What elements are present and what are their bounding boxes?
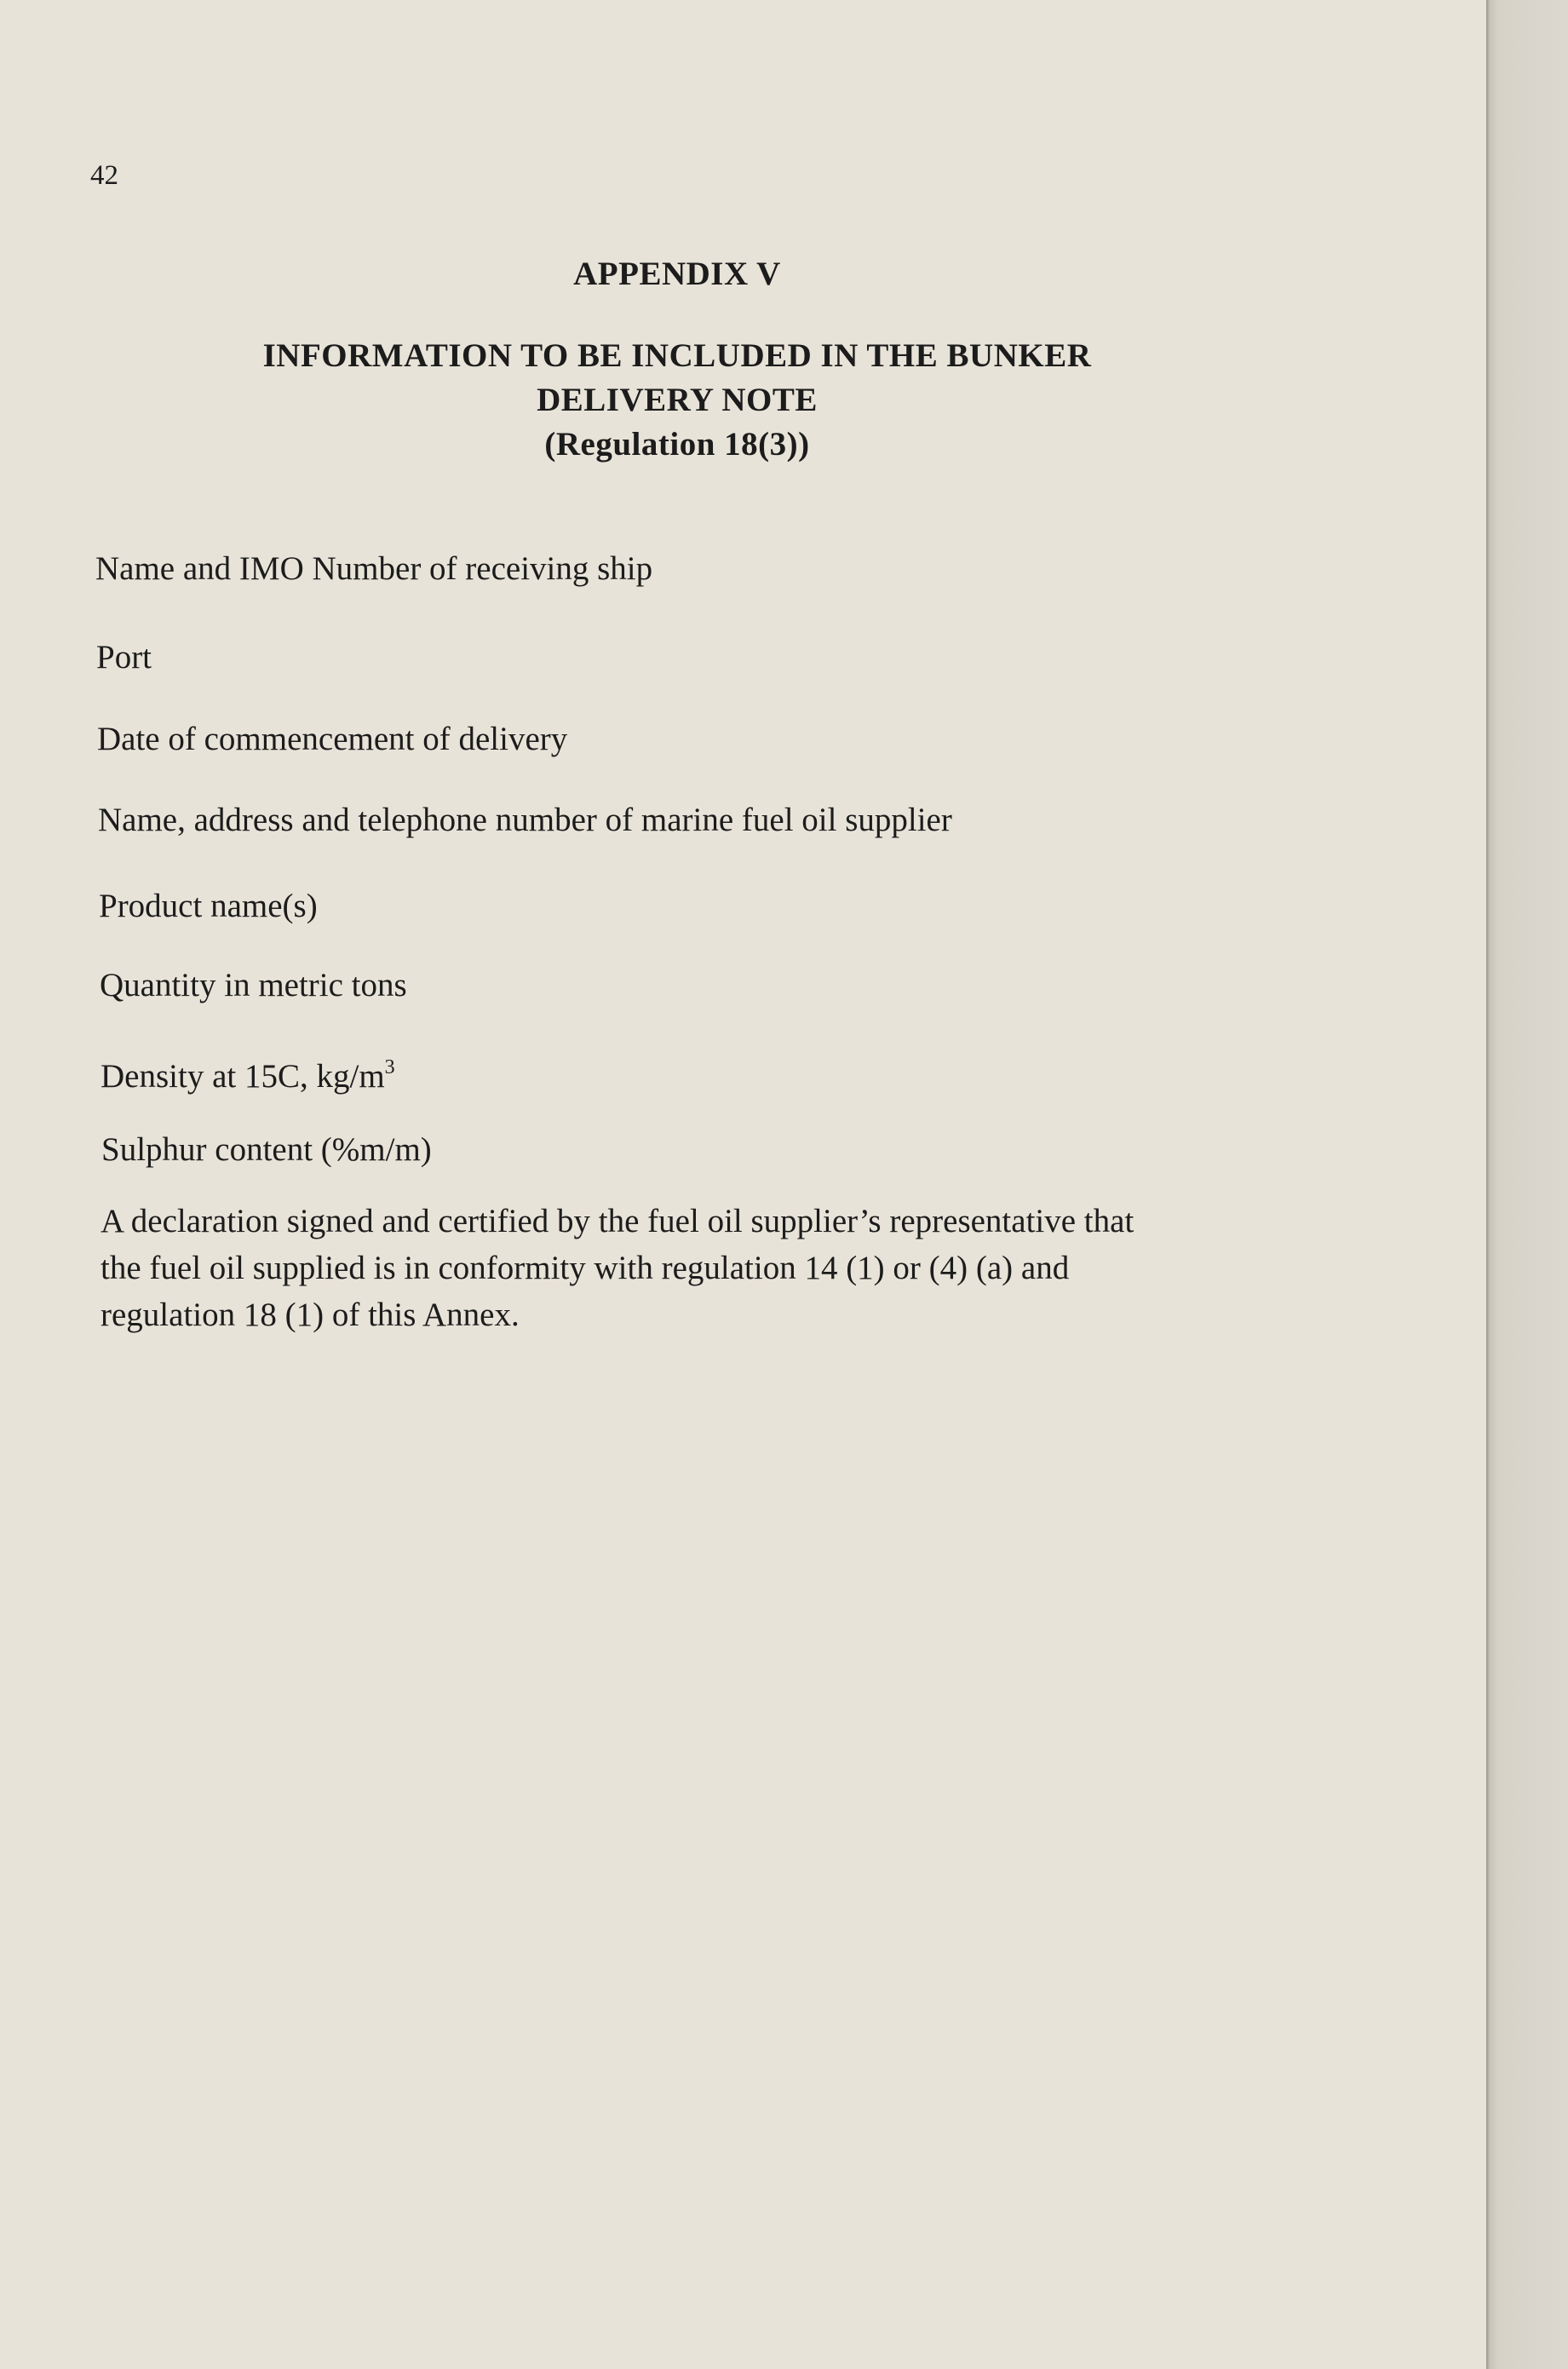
declaration-paragraph bbox=[101, 1198, 1233, 1338]
item-product-names: Product name(s) bbox=[99, 888, 318, 924]
declaration-line-2: the fuel oil supplied is in conformity with regulation 14 (1) or (4) (a) and bbox=[101, 1250, 1070, 1286]
item-quantity: Quantity in metric tons bbox=[100, 967, 407, 1003]
item-supplier: Name, address and telephone number of marine fuel oil supplier bbox=[98, 802, 952, 838]
declaration-line-1: A declaration signed and certified by the fuel oil supplier’s representative that bbox=[101, 1203, 1134, 1239]
page-number: 42 bbox=[90, 160, 118, 191]
page-binding-edge bbox=[1486, 0, 1568, 2369]
regulation-reference: (Regulation 18(3)) bbox=[544, 426, 810, 463]
item-port: Port bbox=[96, 639, 152, 676]
density-superscript: 3 bbox=[384, 1056, 395, 1078]
section-heading-line-2: DELIVERY NOTE bbox=[537, 382, 818, 418]
item-delivery-date: Date of commencement of delivery bbox=[97, 721, 568, 757]
item-density bbox=[101, 1045, 395, 1099]
declaration-line-3: regulation 18 (1) of this Annex. bbox=[101, 1297, 520, 1333]
item-sulphur: Sulphur content (%m/m) bbox=[101, 1131, 432, 1168]
item-ship-name: Name and IMO Number of receiving ship bbox=[95, 550, 653, 587]
section-heading-line-1: INFORMATION TO BE INCLUDED IN THE BUNKER bbox=[262, 337, 1092, 374]
appendix-title: APPENDIX V bbox=[573, 256, 781, 292]
section-heading bbox=[0, 334, 1354, 467]
item-density-text: Density at 15C, kg/m bbox=[101, 1058, 385, 1095]
